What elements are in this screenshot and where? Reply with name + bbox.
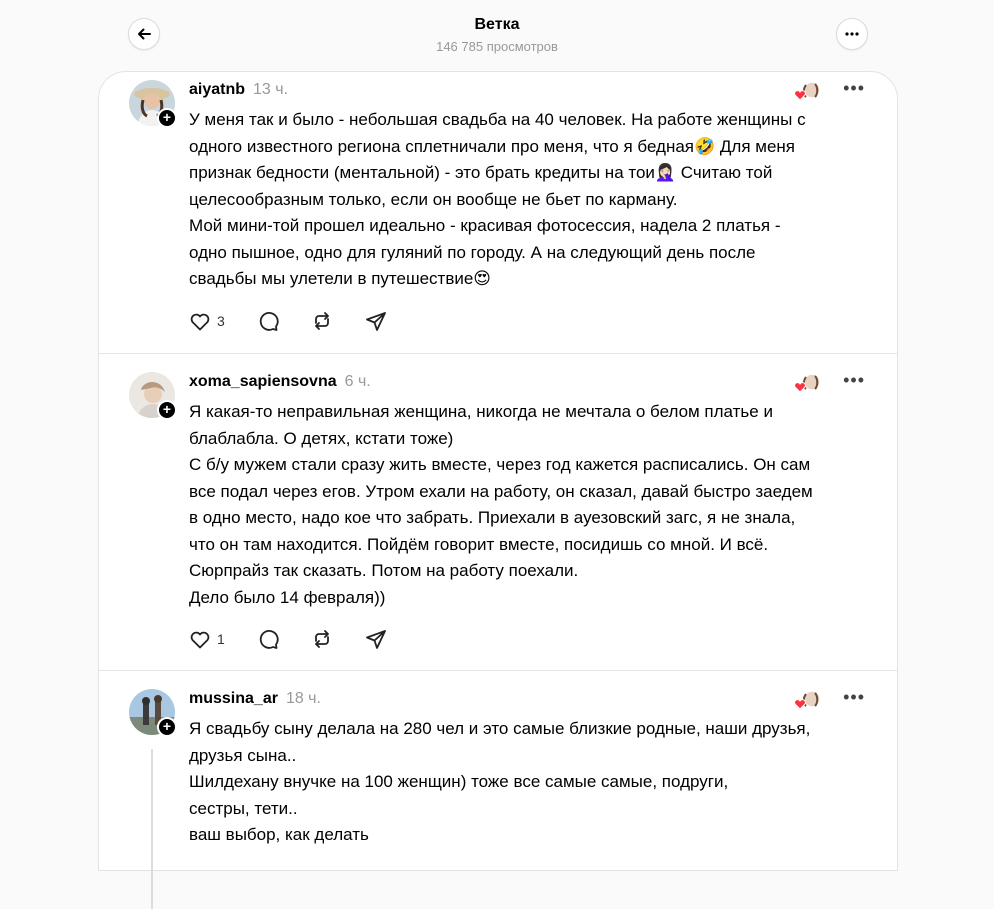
post-text-line: С б/у мужем стали сразу жить вместе, через год кажется расписались. Он сам (189, 455, 811, 474)
post-text-line: в одно место, надо кое что забрать. Приехали в ауезовский загс, я не знала, (189, 508, 796, 527)
liked-by-author-badge[interactable] (793, 372, 821, 394)
repost-button[interactable] (311, 310, 333, 332)
liked-by-author-badge[interactable] (793, 689, 821, 711)
post (99, 354, 897, 671)
repost-button[interactable] (311, 628, 333, 650)
reply-button[interactable] (257, 310, 279, 332)
post-text-line: Дело было 14 февраля)) (189, 587, 386, 607)
page-title: Ветка (474, 16, 520, 33)
heart-icon (189, 629, 211, 649)
post-username[interactable] (189, 81, 288, 99)
follow-plus-button[interactable]: + (157, 108, 177, 128)
heart-avatar-icon (793, 689, 821, 711)
post-more-icon[interactable]: ••• (843, 687, 865, 707)
more-dots-icon (844, 26, 860, 42)
send-icon (365, 628, 387, 650)
post-text-line: блаблабла. О детях, кстати тоже) (189, 428, 454, 448)
liked-by-author-badge[interactable] (793, 80, 821, 102)
view-count: 146 785 просмотров (436, 39, 558, 54)
post-text-line: Я свадьбу сыну делала на 280 чел и это самые близкие родные, наши друзья, (189, 719, 811, 738)
post-text-line: ваш выбор, как делать (189, 825, 369, 844)
heart-avatar-icon (793, 80, 821, 102)
post-text-line: одного известного региона сплетничали про меня, что я бедная🤣 Для меня (189, 136, 795, 156)
post-time: 13 ч. (253, 81, 289, 98)
post-time: 18 ч. (285, 690, 321, 707)
comment-icon (257, 628, 279, 650)
post-actions (189, 628, 419, 650)
thread-header (0, 0, 994, 72)
like-count: 1 (217, 631, 225, 647)
heart-avatar-icon (793, 372, 821, 394)
post-text-line: друзья сына.. (189, 745, 297, 765)
post-username[interactable] (189, 690, 321, 708)
thread-line (151, 749, 153, 909)
post-text-line: свадьбы мы улетели в путешествие😍 (189, 269, 492, 288)
follow-plus-button[interactable]: + (157, 717, 177, 737)
post-more-icon[interactable]: ••• (843, 78, 865, 98)
post-body (189, 399, 879, 611)
post (99, 72, 897, 354)
share-button[interactable] (365, 628, 387, 650)
post-text-line: Сюрпрайз так сказать. Потом на работу поехали. (189, 561, 579, 580)
reply-button[interactable] (257, 628, 279, 650)
post-time: 6 ч. (344, 373, 371, 390)
more-options-button[interactable] (836, 18, 868, 50)
send-icon (365, 310, 387, 332)
follow-plus-button[interactable]: + (157, 400, 177, 420)
post-text-line: У меня так и было - небольшая свадьба на 40 человек. На работе женщины с (189, 110, 806, 129)
post-text-line: целесообразным только, если он вообще не бьет по карману. (189, 189, 678, 209)
post-text-line: Шилдехану внучке на 100 женщин) тоже все самые самые, подруги, (189, 772, 729, 791)
post (99, 671, 897, 901)
post-text-line: сестры, тети.. (189, 798, 298, 818)
comment-icon (257, 310, 279, 332)
post-text-line: одно пышное, одно для гуляний по городу. А на следующий день после (189, 242, 756, 262)
thread-panel (98, 71, 898, 871)
post-body (189, 107, 879, 293)
post-text-line: признак бедности (ментальной) - это брать кредиты на тои🤦🏻‍♀️ Считаю той (189, 163, 773, 182)
post-text-line: все подал через егов. Утром ехали на работу, он сказал, давай быстро заедем (189, 481, 813, 501)
heart-icon (189, 311, 211, 331)
repost-icon (311, 628, 333, 650)
post-actions (189, 310, 419, 332)
post-username[interactable] (189, 373, 371, 391)
username[interactable]: xoma_sapiensovna (189, 373, 337, 390)
share-button[interactable] (365, 310, 387, 332)
post-text-line: что он там находится. Пойдём говорит вместе, посидишь со мной. И всё. (189, 534, 769, 554)
username[interactable]: mussina_ar (189, 690, 278, 707)
post-text-line: Я какая-то неправильная женщина, никогда не мечтала о белом платье и (189, 402, 773, 421)
like-button[interactable] (189, 629, 225, 649)
repost-icon (311, 310, 333, 332)
post-text-line: Мой мини-той прошел идеально - красивая фотосессия, надела 2 платья - (189, 216, 781, 235)
like-count: 3 (217, 313, 225, 329)
post-more-icon[interactable]: ••• (843, 370, 865, 390)
like-button[interactable] (189, 311, 225, 331)
username[interactable]: aiyatnb (189, 81, 246, 98)
post-body (189, 716, 879, 849)
